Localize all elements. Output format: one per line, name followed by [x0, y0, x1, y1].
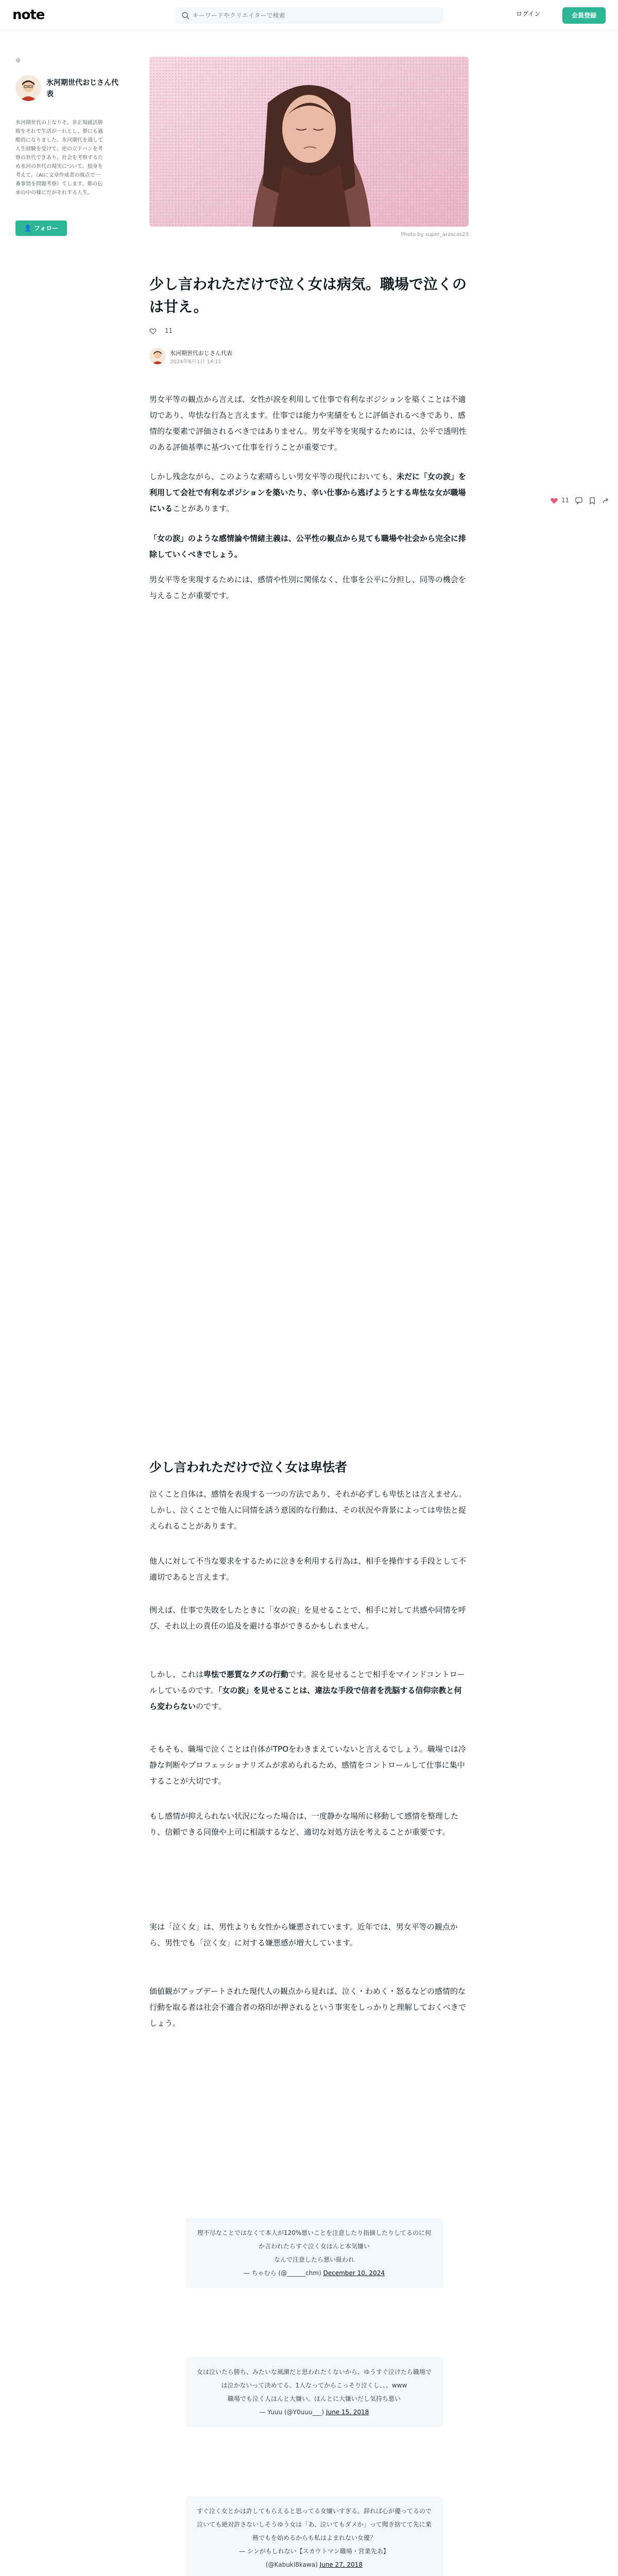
site-header — [0, 0, 618, 31]
photo-credit[interactable]: Photo by super_arascas23 — [401, 232, 469, 238]
paragraph-text: しかし、これは — [149, 1670, 204, 1679]
tweet-date[interactable]: June 27, 2018 — [319, 2561, 363, 2568]
section-heading: 少し言われただけで泣く女は卑怯者 — [149, 1460, 347, 1475]
paragraph-bold: 卑怯で悪質なクズの行動 — [203, 1670, 288, 1679]
magazine-icon: ⊕ — [15, 57, 21, 64]
tweet-text: 女は泣いたら勝ち、みたいな風潮だと思われたくないから、ゆうすぐ泣けたら職場では泣かないって決めてる。1人なってからこっそり泣くし、、、www 職場でも泣く人ほんと大嫌い。ほんとに大嫌いだし気持ち悪い — [196, 2368, 432, 2402]
comment-icon[interactable] — [575, 497, 583, 506]
bookmark-icon[interactable] — [588, 497, 596, 506]
paragraph: もし感情が抑えられない状況になった場合は、一度静かな場所に移動して感情を整理したり、信頼できる同僚や上司に相談するなど、適切な対処方法を考えることが重要です。 — [149, 1811, 459, 1837]
paragraph — [149, 469, 469, 517]
paragraph-text: ことがあります。 — [173, 504, 234, 513]
paragraph: 他人に対して不当な要求をするために泣きを利用する行為は、相手を操作する手段として不適切であると言えます。 — [149, 1556, 467, 1582]
avatar-illustration — [15, 75, 41, 101]
embedded-tweet[interactable] — [185, 2218, 443, 2288]
paragraph — [149, 1667, 469, 1715]
paragraph-text: のです。 — [196, 1702, 226, 1711]
paragraph — [149, 531, 469, 563]
tweet-date[interactable]: June 15, 2018 — [325, 2409, 369, 2416]
article-title: 少し言われただけで泣く女は病気。職場で泣くのは甘え。 — [149, 276, 467, 315]
embedded-tweet[interactable] — [185, 2496, 443, 2576]
publish-date: 2024年6月1日 14:11 — [170, 359, 222, 365]
search-input[interactable] — [193, 7, 435, 24]
floating-reactions — [550, 496, 614, 508]
sidebar-bio: 氷河期世代の上なりそ。非正規就活勝敗をそれで生活が一れとし、夢にも過酷的になりました。氷河期代を通して人生経験を受けて、逆の立ドバンを考察の世代できあり、社会を考察するため氷河の世代の現実について、独身を考えて。（AIに文章作成者の視点で一番事情を問題考察）てします。都の伝承の中の様にだがそれする人生。 — [15, 120, 103, 196]
likes-count[interactable]: 11 — [164, 327, 173, 334]
follow-label: フォロー — [33, 225, 59, 232]
paragraph: 例えば、仕事で失敗をしたときに「女の涙」を見せることで、相手に対して共感や同情を呼び、それ以上の責任の追及を避ける事ができるかもしれません。 — [149, 1605, 466, 1631]
paragraph: 男女平等の観点から言えば、女性が涙を利用して仕事で有利なポジションを築くことは不適切であり、卑怯な行為と言えます。仕事では能力や実績をもとに評価されるべきであり、感情的な要素で評価されるべきではありません。男女平等を実現するためには、公平で透明性のある評価基準に基づいて仕事を行うことが重要です。 — [149, 395, 467, 452]
paragraph: 男女平等を実現するためには、感情や性別に関係なく、仕事を公平に分担し、同等の機会を与えることが重要です。 — [149, 575, 466, 600]
paragraph: そもそも、職場で泣くことは自体がTPOをわきまえていないと言えるでしょう。職場では冷静な判断やプロフェッショナリズムが求められるため、感情をコントロールして仕事に集中することが大切です。 — [149, 1744, 466, 1786]
paragraph: 泣くこと自体は、感情を表現する一つの方法であり、それが必ずしも卑怯とは言えません。しかし、泣くことで他人に同情を誘う意図的な行動は、その状況や背景によっては卑怯と捉えられることがあります。 — [149, 1489, 467, 1531]
tweet-source — [196, 2558, 433, 2571]
tweet-source — [196, 2405, 433, 2419]
sidebar-author-name[interactable]: 氷河期世代おじさん代表 — [46, 79, 118, 98]
paragraph: 実は「泣く女」は、男性よりも女性から嫌悪されています。近年では、男女平等の観点から、男性でも「泣く女」に対する嫌悪感が増大しています。 — [149, 1922, 458, 1947]
avatar[interactable] — [15, 75, 41, 101]
paragraph-bold: 未だに「女の涙」を利用して会社で有利なポジションを築いたり、辛い仕事から逃げようとする卑怯な女が職場にいる — [149, 472, 467, 513]
author-sidebar — [15, 57, 118, 232]
hero-illustration — [149, 57, 469, 227]
share-icon[interactable] — [602, 497, 610, 506]
tweet-text: 理不尽なことではなくて本人が120%悪いことを注意したり指摘したりしてるのに何か言われたらすぐ泣く女ほんと本気嫌い なんで注意したら悪い扱われ — [197, 2229, 432, 2263]
author-avatar[interactable] — [149, 348, 166, 364]
search-icon — [181, 11, 190, 20]
tweet-text: すぐ泣く女とかは許してもらえると思ってる女嫌いすぎる。辞れば心が優ってるので泣いても絶対許さないしそうゆう女は「あ、泣いてもダメか」って聞き捨てて先に業務でもを始めるからも私はよまれない女優？ — シンがもしれない【スカウトマン職場・営業先あ】 — [196, 2507, 432, 2555]
paragraph-bold: 「女の涙」を見せることは、違法な手段で信者を洗脳する信仰宗教と何ら変わらない — [149, 1686, 462, 1711]
float-heart-icon[interactable] — [550, 497, 558, 506]
tweet-author: — ちゃむら (@______chm) — [243, 2269, 321, 2277]
hero-image — [149, 57, 469, 227]
note-logo[interactable]: note — [12, 7, 45, 23]
paragraph-text: しかし残念ながら、このような素晴らしい男女平等の現代においても、 — [149, 472, 397, 481]
signup-button[interactable]: 会員登録 — [562, 7, 606, 24]
heart-icon[interactable] — [149, 328, 157, 335]
follow-icon: 👤 — [24, 225, 32, 232]
author-name[interactable]: 氷河期世代おじさん代表 — [170, 350, 232, 357]
search-box[interactable] — [175, 7, 443, 24]
tweet-source — [196, 2266, 433, 2280]
embedded-tweet[interactable] — [185, 2357, 443, 2427]
paragraph: 価値観がアップデートされた現代人の観点から見れば、泣く・わめく・怒るなどの感情的な行動を取る者は社会不適合者の烙印が押されるという事実をしっかりと理解しておくべきでしょう。 — [149, 1987, 467, 2028]
follow-button[interactable] — [15, 221, 67, 236]
tweet-date[interactable]: December 10, 2024 — [323, 2269, 385, 2277]
tweet-author: (@Kabuki8kawa) — [266, 2561, 318, 2568]
paragraph-text: です。涙を見せることで相手をマインドコントロールしているのです。 — [149, 1670, 465, 1695]
likes-row — [149, 327, 173, 335]
author-avatar-illustration — [149, 348, 166, 364]
float-likes-count[interactable]: 11 — [561, 497, 570, 504]
login-link[interactable]: ログイン — [516, 10, 541, 18]
paragraph-bold: 「女の涙」のような感情論や情緒主義は、公平性の観点から見ても職場や社会から完全に排除していくべきでしょう。 — [149, 534, 467, 559]
tweet-author: — Yuuu (@Y0uuu___) — [259, 2409, 324, 2416]
